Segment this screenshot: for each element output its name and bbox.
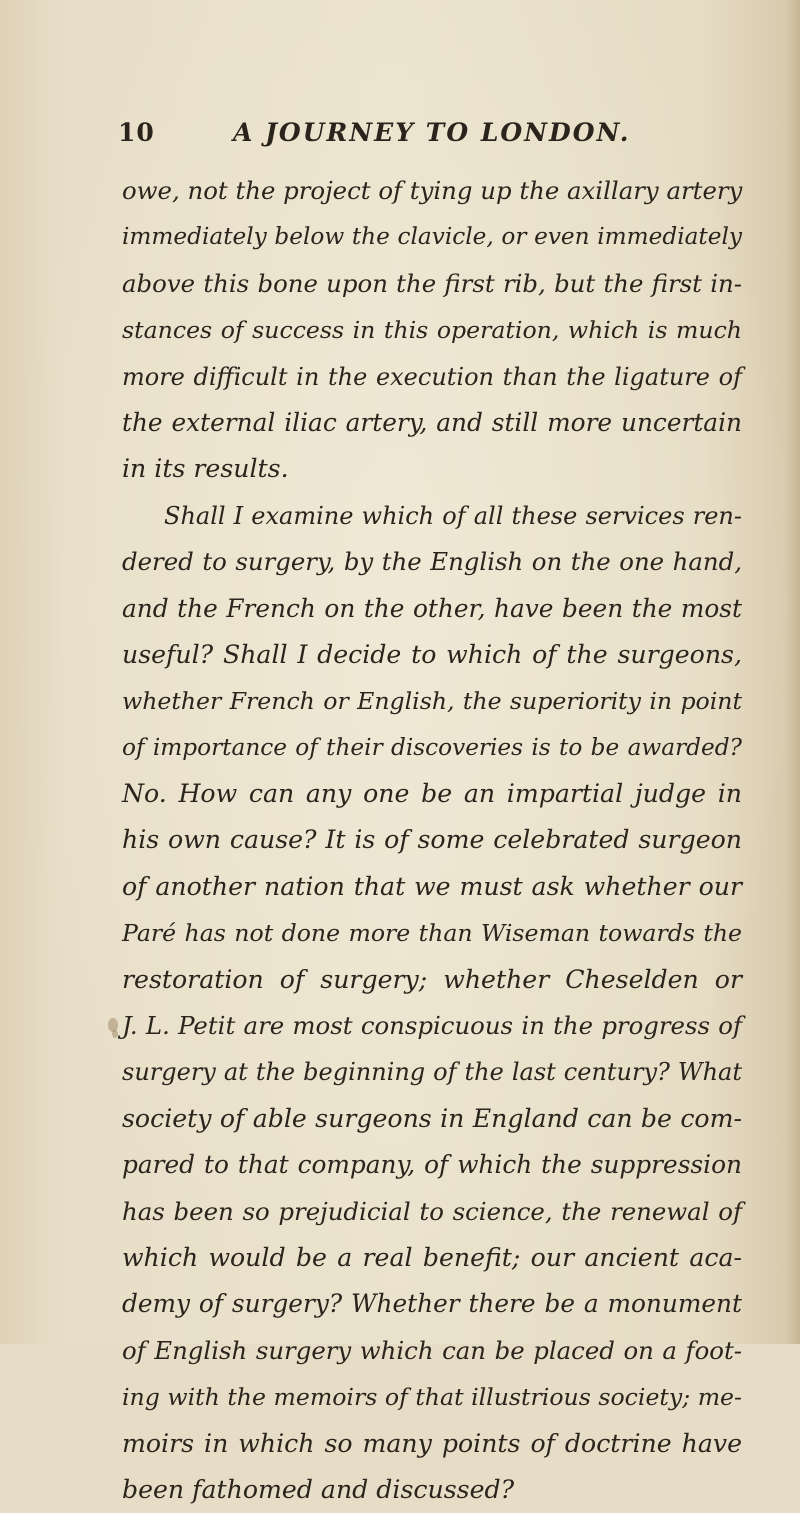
text-line: demy of surgery? Whether there be a monument bbox=[122, 1289, 742, 1319]
running-head: A JOURNEY TO LONDON. bbox=[233, 118, 631, 147]
text-line: useful? Shall I decide to which of the surgeons, bbox=[122, 639, 742, 669]
text-line: pared to that company, of which the suppression bbox=[122, 1150, 742, 1180]
text-line: J. L. Petit are most conspicuous in the progress of bbox=[122, 1011, 742, 1041]
text-line: restoration of surgery; whether Cheselden or bbox=[122, 964, 742, 994]
paragraph-start-line: Shall I examine which of all these services ren- bbox=[164, 501, 742, 530]
text-line: stances of success in this operation, which is much bbox=[122, 316, 742, 345]
text-line: his own cause? It is of some celebrated surgeon bbox=[122, 825, 742, 855]
text-line: ing with the memoirs of that illustrious society; me- bbox=[122, 1383, 742, 1412]
text-line: Paré has not done more than Wiseman towards the bbox=[122, 919, 742, 948]
text-line: whether French or English, the superiority in point bbox=[122, 687, 742, 716]
text-line: in its results. bbox=[122, 454, 289, 484]
page-edge bbox=[786, 0, 800, 1344]
text-line: the external iliac artery, and still more uncertain bbox=[122, 407, 742, 437]
text-line: dered to surgery, by the English on the one hand, bbox=[122, 547, 742, 577]
text-line: owe, not the project of tying up the axillary artery bbox=[122, 176, 743, 205]
body-text bbox=[122, 168, 742, 1513]
text-line: of English surgery which can be placed on a foot- bbox=[122, 1335, 742, 1365]
text-line: has been so prejudicial to science, the renewal of bbox=[122, 1196, 742, 1226]
text-line: society of able surgeons in England can be com- bbox=[122, 1103, 742, 1133]
foxing-spot bbox=[112, 1030, 118, 1038]
text-line: immediately below the clavicle, or even immediately bbox=[122, 223, 742, 251]
text-line: more difficult in the execution than the ligature of bbox=[122, 362, 742, 391]
text-line: above this bone upon the first rib, but the first in- bbox=[122, 268, 742, 298]
text-line: of importance of their discoveries is to be awarded? bbox=[122, 733, 742, 761]
text-line: and the French on the other, have been the most bbox=[122, 593, 742, 623]
page-header bbox=[118, 118, 758, 158]
text-line: been fathomed and discussed? bbox=[122, 1474, 515, 1504]
text-line: which would be a real benefit; our ancient aca- bbox=[122, 1242, 742, 1272]
text-line: No. How can any one be an impartial judge in bbox=[122, 779, 742, 809]
text-line: moirs in which so many points of doctrine have bbox=[122, 1428, 742, 1458]
text-line: of another nation that we must ask whether our bbox=[122, 871, 742, 901]
page-number: 10 bbox=[118, 118, 155, 147]
text-line: surgery at the beginning of the last century? What bbox=[122, 1058, 742, 1087]
